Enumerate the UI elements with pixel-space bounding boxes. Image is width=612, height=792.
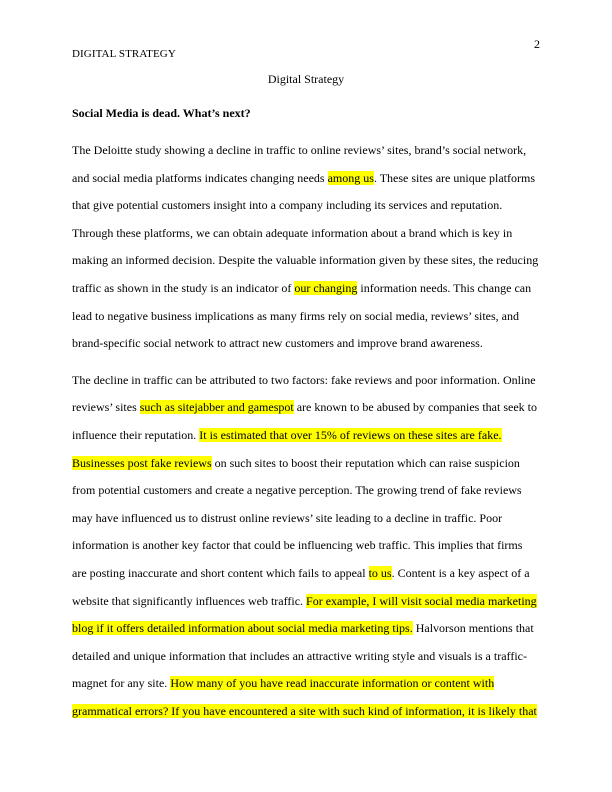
highlighted-text: to us: [368, 565, 392, 580]
text-line: [72, 192, 544, 220]
text-run: information needs. This change can: [357, 280, 532, 295]
text-run: influence their reputation.: [72, 427, 200, 442]
text-line: [72, 303, 544, 331]
text-run: The Deloitte study showing a decline in traffic to online reviews’ sites, brand’s social network,: [72, 143, 527, 157]
text-line: [72, 698, 544, 726]
highlighted-text: blog if it offers detailed information about social media marketing tips.: [72, 621, 413, 636]
body-paragraph: [72, 367, 544, 726]
text-run: website that significantly influences web traffic.: [72, 593, 307, 608]
text-line: [72, 477, 544, 505]
text-line: [72, 394, 544, 422]
highlighted-text: our changing: [294, 280, 358, 295]
text-run: traffic as shown in the study is an indicator of: [72, 280, 295, 295]
highlighted-text: grammatical errors? If you have encountered a site with such kind of information, it is likely that: [72, 703, 537, 718]
highlighted-text: such as sitejabber and gamespot: [139, 400, 294, 415]
text-line: [72, 670, 544, 698]
text-line: [72, 532, 544, 560]
text-run: magnet for any site.: [72, 676, 171, 691]
highlighted-text: For example, I will visit social media marketing: [306, 593, 537, 608]
document-title: Digital Strategy: [267, 72, 345, 86]
section-heading: Social Media is dead. What’s next?: [72, 106, 251, 120]
text-run: on such sites to boost their reputation which can raise suspicion: [211, 455, 520, 470]
text-run: and social media platforms indicates changing needs: [72, 170, 328, 185]
text-run: Through these platforms, we can obtain adequate information about a brand which is key in: [72, 225, 513, 240]
text-run: lead to negative business implications as many firms rely on social media, reviews’ sites, and: [72, 308, 519, 323]
text-line: [72, 450, 544, 478]
text-run: may have influenced us to distrust online reviews’ site leading to a decline in traffic. Poor: [72, 510, 503, 525]
document-body: [72, 137, 544, 734]
text-run: are posting inaccurate and short content which fails to appeal: [72, 565, 369, 580]
text-line: [72, 422, 544, 450]
text-line: [72, 615, 544, 643]
text-run: . These sites are unique platforms: [373, 170, 536, 185]
text-run: brand-specific social network to attract new customers and improve brand awareness.: [72, 336, 483, 351]
body-paragraph: [72, 137, 544, 358]
text-run: are known to be abused by companies that seek to: [293, 400, 537, 415]
highlighted-text: among us: [327, 170, 374, 185]
text-line: [72, 330, 544, 358]
text-line: [72, 505, 544, 533]
text-run: making an informed decision. Despite the valuable information given by these sites, the reducing: [72, 253, 539, 268]
highlighted-text: How many of you have read inaccurate information or content with: [170, 676, 495, 691]
text-run: that give potential customers insight into a company including its services and reputation.: [72, 198, 503, 213]
text-run: The decline in traffic can be attributed to two factors: fake reviews and poor information. Online: [72, 372, 536, 387]
text-run: reviews’ sites: [72, 400, 140, 415]
text-line: [72, 137, 544, 165]
text-line: [72, 560, 544, 588]
text-run: information is another key factor that could be influencing web traffic. This implies that firms: [72, 538, 523, 553]
text-line: [72, 275, 544, 303]
text-line: [72, 247, 544, 275]
text-run: . Content is a key aspect of a: [391, 565, 530, 580]
highlighted-text: It is estimated that over 15% of reviews on these sites are fake.: [199, 427, 502, 442]
text-line: [72, 367, 544, 395]
highlighted-text: Businesses post fake reviews: [72, 455, 212, 470]
text-run: Halvorson mentions that: [412, 621, 534, 636]
text-line: [72, 165, 544, 193]
page-number: 2: [534, 37, 540, 51]
text-line: [72, 588, 544, 616]
text-line: [72, 220, 544, 248]
text-run: from potential customers and create a negative perception. The growing trend of fake reviews: [72, 483, 522, 498]
text-run: detailed and unique information that includes an attractive writing style and visuals is a traffic-: [72, 648, 527, 663]
text-line: [72, 643, 544, 671]
running-head: DIGITAL STRATEGY: [72, 48, 176, 60]
